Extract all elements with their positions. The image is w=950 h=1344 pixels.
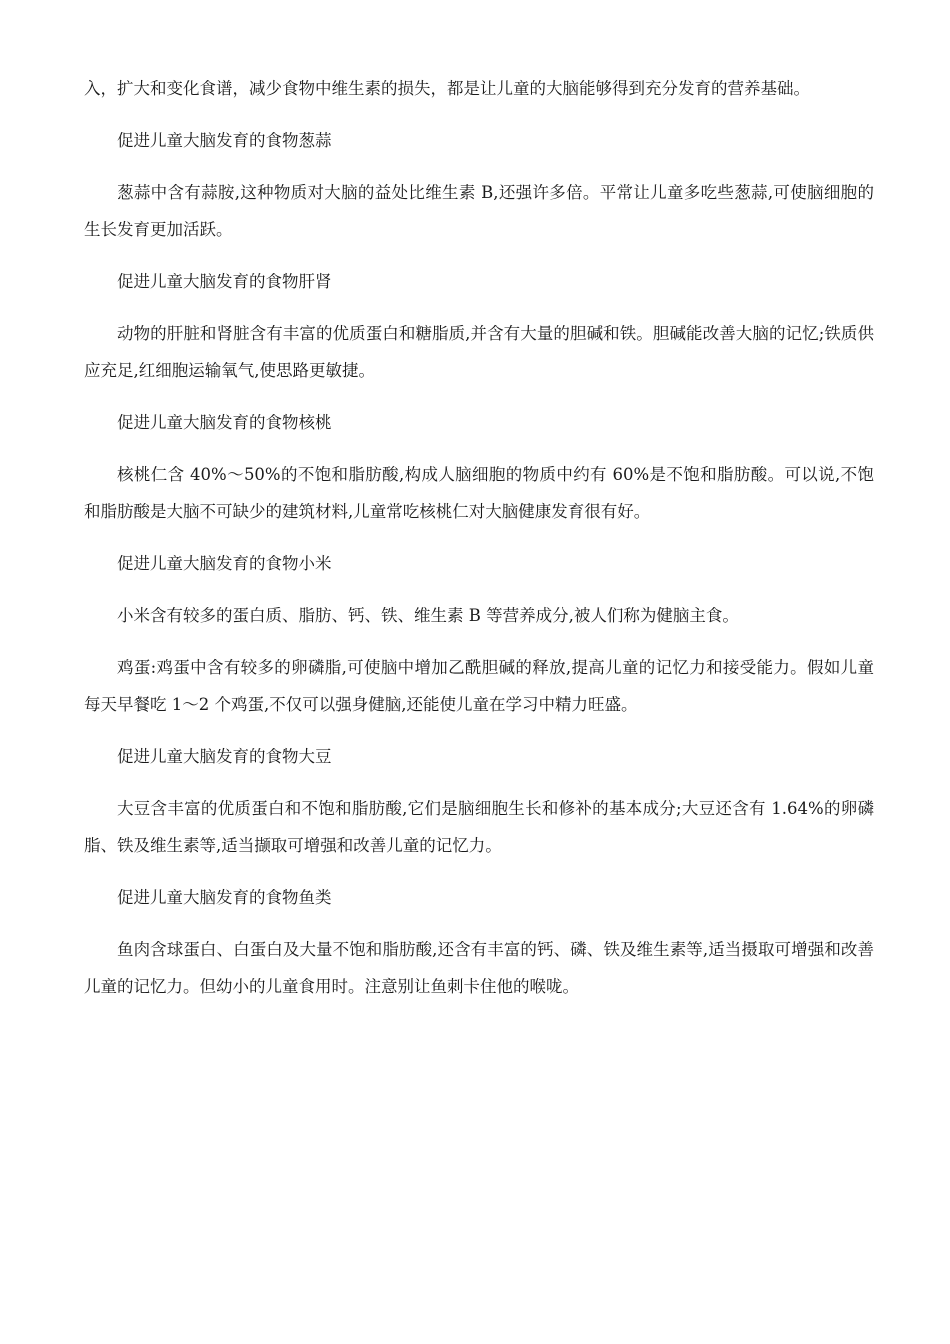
section-heading-soybean: 促进儿童大脑发育的食物大豆 bbox=[117, 747, 332, 766]
section-heading-walnut: 促进儿童大脑发育的食物核桃 bbox=[117, 413, 332, 432]
paragraph-millet: 小米含有较多的蛋白质、脂肪、钙、铁、维生素 B 等营养成分,被人们称为健脑主食。 bbox=[117, 606, 739, 625]
section-heading-liver-kidney: 促进儿童大脑发育的食物肝肾 bbox=[117, 272, 332, 291]
section-heading-millet: 促进儿童大脑发育的食物小米 bbox=[117, 554, 332, 573]
paragraph-egg: 鸡蛋:鸡蛋中含有较多的卵磷脂,可使脑中增加乙酰胆碱的释放,提高儿童的记忆力和接受能力。假如儿童每天早餐吃 1～2 个鸡蛋,不仅可以强身健脑,还能使儿童在学习中精力旺盛。 bbox=[84, 658, 874, 714]
section-heading-scallion-garlic: 促进儿童大脑发育的食物葱蒜 bbox=[117, 131, 332, 150]
paragraph-fish: 鱼肉含球蛋白、白蛋白及大量不饱和脂肪酸,还含有丰富的钙、磷、铁及维生素等,适当摄取可增强和改善儿童的记忆力。但幼小的儿童食用时。注意别让鱼刺卡住他的喉咙。 bbox=[84, 940, 874, 996]
paragraph-liver-kidney: 动物的肝脏和肾脏含有丰富的优质蛋白和糖脂质,并含有大量的胆碱和铁。胆碱能改善大脑的记忆;铁质供应充足,红细胞运输氧气,使思路更敏捷。 bbox=[84, 324, 874, 380]
paragraph-intro-continuation: 入，扩大和变化食谱，减少食物中维生素的损失，都是让儿童的大脑能够得到充分发育的营养基础。 bbox=[84, 79, 810, 98]
paragraph-walnut: 核桃仁含 40%～50%的不饱和脂肪酸,构成人脑细胞的物质中约有 60%是不饱和脂肪酸。可以说,不饱和脂肪酸是大脑不可缺少的建筑材料,儿童常吃核桃仁对大脑健康发育很有好。 bbox=[84, 465, 874, 521]
paragraph-soybean: 大豆含丰富的优质蛋白和不饱和脂肪酸,它们是脑细胞生长和修补的基本成分;大豆还含有 1.64%的卵磷脂、铁及维生素等,适当撷取可增强和改善儿童的记忆力。 bbox=[84, 799, 874, 855]
paragraph-scallion-garlic: 葱蒜中含有蒜胺,这种物质对大脑的益处比维生素 B,还强许多倍。平常让儿童多吃些葱蒜,可使脑细胞的生长发育更加活跃。 bbox=[84, 183, 874, 239]
document-page bbox=[84, 70, 874, 1020]
section-heading-fish: 促进儿童大脑发育的食物鱼类 bbox=[117, 888, 332, 907]
